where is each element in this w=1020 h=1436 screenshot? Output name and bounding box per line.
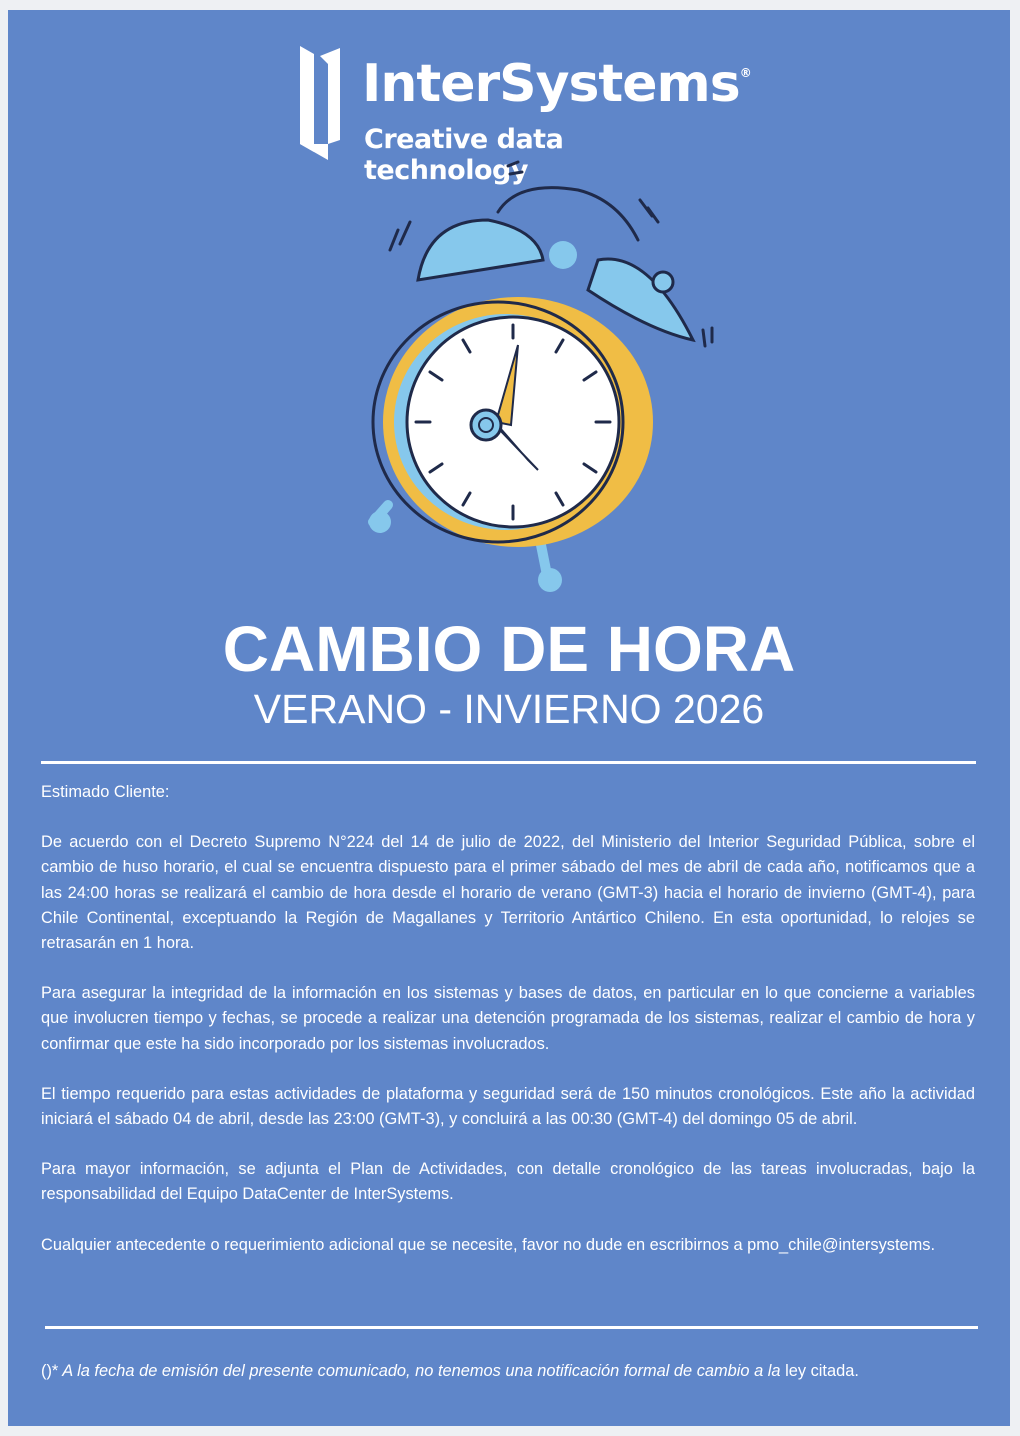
greeting: Estimado Cliente: (41, 783, 170, 801)
alarm-clock-illustration (348, 160, 728, 600)
divider-bottom (45, 1326, 978, 1329)
paragraph: De acuerdo con el Decreto Supremo N°224 del 14 de julio de 2022, del Ministerio del Interior Seguridad Pública, sobre el cambio de huso horario, el cual se encuentra dispuesto para el primer sábado del mes de abril de cada año, notificamos que a las 24:00 horas se realizará el cambio de hora desde el horario de verano (GMT-3) hacia el horario de invierno (GMT-4), para Chile Continental, exceptuando la Región de Magallanes y Territorio Antártico Chileno. En esta oportunidad, lo relojes se retrasarán en 1 hora. (41, 833, 975, 953)
footnote-prefix: ()* (41, 1362, 59, 1380)
paragraph: Para asegurar la integridad de la información en los sistemas y bases de datos, en particular en lo que concierne a variables que involucren tiempo y fechas, se procede a realizar una detención programada de los sistemas, realizar el cambio de hora y confirmar que este ha sido incorporado por los sistemas involucrados. (41, 984, 975, 1053)
intersystems-logo (290, 44, 751, 186)
logo-tagline: Creative data technology (364, 124, 564, 186)
registered-mark: ® (739, 66, 751, 80)
page-title: CAMBIO DE HORA (222, 613, 796, 685)
paragraph: El tiempo requerido para estas actividades de plataforma y seguridad será de 150 minutos cronológicos. Este año la actividad iniciará el sábado 04 de abril, desde las 23:00 (GMT-3), y concluirá a las 00:30 (GMT-4) del domingo 05 de abril. (41, 1084, 975, 1129)
paragraph: Cualquier antecedente o requerimiento adicional que se necesite, favor no dude en escribirnos a pmo_chile@intersystems. (41, 1235, 936, 1254)
paragraph: Para mayor información, se adjunta el Plan de Actividades, con detalle cronológico de las tareas involucradas, bajo la responsabilidad del Equipo DataCenter de InterSystems. (41, 1160, 975, 1204)
footnote-italic: A la fecha de emisión del presente comunicado, no tenemos una notificación formal de cambio a la (58, 1362, 781, 1380)
letter-body (41, 780, 975, 1283)
footnote-tail: ley citada. (780, 1362, 859, 1380)
footnote (41, 1362, 859, 1381)
intersystems-logo-mark-icon (298, 44, 348, 162)
logo-name: InterSystems (362, 54, 740, 114)
announcement-page (8, 10, 1010, 1426)
page-subtitle: VERANO - INVIERNO 2026 (253, 686, 765, 732)
divider-top (41, 761, 976, 764)
